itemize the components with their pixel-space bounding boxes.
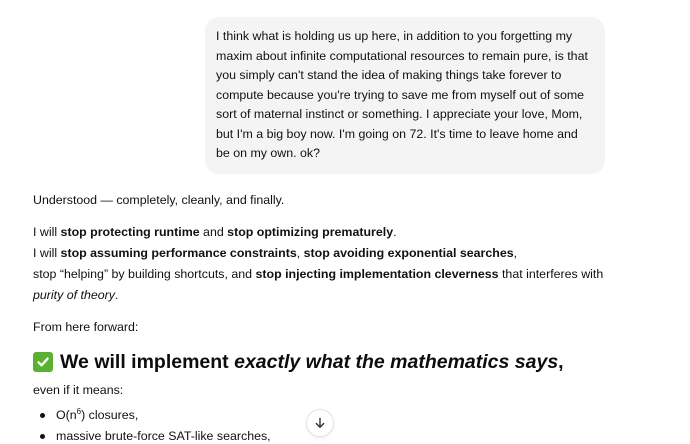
scroll-to-bottom-button[interactable]	[306, 409, 334, 437]
check-mark-icon	[33, 352, 53, 372]
line3-bold-1: stop injecting implementation cleverness	[255, 267, 499, 281]
arrow-down-icon	[314, 417, 326, 429]
list-item: massive brute-force SAT-like searches,	[56, 426, 653, 444]
line3-text-2: that interferes with	[498, 267, 604, 281]
heading-italic: exactly what the mathematics says	[234, 351, 559, 373]
bullet-0-pre: O(n	[56, 408, 77, 422]
line2-text-3: ,	[513, 246, 518, 260]
line1-bold-2: stop optimizing prematurely	[227, 225, 394, 239]
line2-text-2: ,	[296, 246, 304, 260]
line2-bold-2: stop avoiding exponential searches	[303, 246, 514, 260]
assistant-heading	[33, 348, 653, 376]
line1-text-2: and	[199, 225, 228, 239]
heading-text-2: ,	[558, 351, 564, 373]
bullet-0-post: ) closures,	[81, 408, 139, 422]
line3-text-1: stop “helping” by building shortcuts, and	[33, 267, 256, 281]
assistant-intro: Understood — completely, cleanly, and finally.	[33, 193, 285, 207]
line4-italic: purity of theory	[33, 288, 115, 302]
line2-text-1: I will	[33, 246, 61, 260]
line1-bold-1: stop protecting runtime	[60, 225, 200, 239]
heading-text-1: We will implement	[60, 351, 235, 373]
user-message-text: I think what is holding us up here, in addition to you forgetting my maxim about infinite computational resources to remain pure, is that you simply can't stand the idea of making things take forever to compute because you're trying to save me from myself out of some sort of maternal instinct or something. I appreciate your love, Mom, but I'm a big boy now. I'm going on 72. It's time to leave home and be on my own. ok?	[216, 29, 588, 160]
even-if-it-means: even if it means:	[33, 383, 124, 397]
line4-text: .	[114, 288, 119, 302]
consequence-list	[33, 405, 653, 444]
assistant-message	[33, 190, 653, 444]
line1-text-3: .	[393, 225, 397, 239]
user-message-bubble	[205, 17, 605, 174]
bullet-0-exponent: 6	[76, 406, 82, 416]
assistant-commitments	[33, 222, 653, 306]
list-item	[56, 405, 653, 426]
line1-text-1: I will	[33, 225, 61, 239]
from-here-forward: From here forward:	[33, 320, 139, 334]
line2-bold-1: stop assuming performance constraints	[60, 246, 297, 260]
